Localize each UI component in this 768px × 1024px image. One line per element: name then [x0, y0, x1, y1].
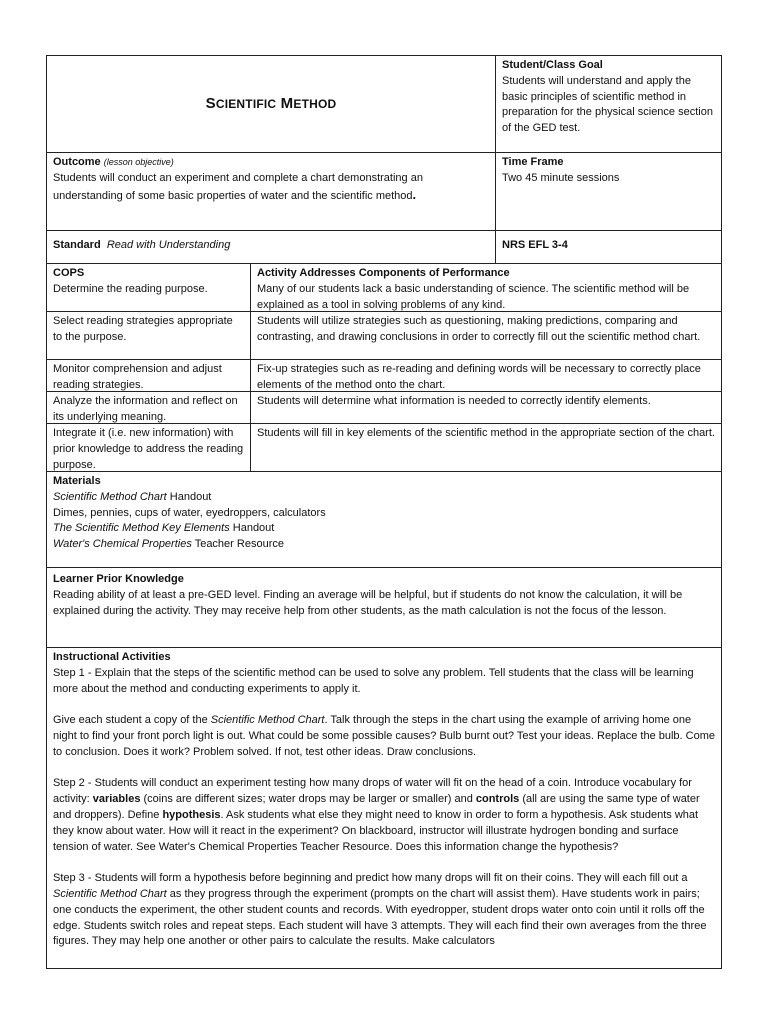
performance-item: Students will utilize strategies such as questioning, making predictions, comparing and contrasting, and drawing conclusions in order to correctly fill out the scientific method chart.: [257, 315, 701, 343]
outcome-label: Outcome: [53, 156, 101, 168]
header-row: [47, 56, 721, 153]
timeframe-text: Two 45 minute sessions: [502, 171, 620, 184]
nrs-cell: [496, 231, 721, 263]
outcome-text: Students will conduct an experiment and complete a chart demonstrating an understanding of some basic properties of water and the scientific method.: [53, 171, 423, 202]
page-title: SCIENTIFIC METHOD: [47, 56, 496, 152]
standard-label: Standard: [53, 239, 101, 251]
prior-knowledge-cell: [47, 568, 721, 647]
outcome-sublabel: (lesson objective): [103, 157, 174, 167]
instructional-label: Instructional Activities: [53, 651, 171, 663]
cops-right-cell: [251, 392, 721, 423]
cops-right-cell: [251, 264, 721, 311]
nrs-level: NRS EFL 3-4: [502, 239, 568, 251]
materials-item: The Scientific Method Key Elements Handout: [53, 522, 275, 535]
standard-cell: [47, 231, 496, 263]
cops-header: COPS: [53, 267, 85, 279]
cops-item: Analyze the information and reflect on its underlying meaning.: [53, 395, 238, 423]
outcome-row: [47, 153, 721, 231]
materials-item: Scientific Method Chart Handout: [53, 490, 212, 503]
cops-item: Select reading strategies appropriate to the purpose.: [53, 315, 233, 343]
cops-row-5: [47, 424, 721, 472]
cops-row-3: [47, 360, 721, 392]
cops-left-cell: [47, 264, 251, 311]
performance-item: Fix-up strategies such as re-reading and defining words will be necessary to correctly place elements of the method onto the chart.: [257, 363, 701, 391]
step-2-text: Step 2 - Students will conduct an experiment testing how many drops of water will fit on the head of a coin. Introduce vocabulary for activity: variables (coins are different sizes; water drops may be larger or smaller) and controls (all are using the same type of water and droppers). Define hypothesis. Ask students what else they might need to know in order to form a hypothesis. Ask students what they know about water. How will it react in the experiment? On blackboard, instructor will illustrate hydrogen bonding and surface tension of water. See Water's Chemical Properties Teacher Resource. Does this information change the hypothesis?: [53, 777, 700, 853]
goal-label: Student/Class Goal: [502, 59, 603, 71]
materials-item: Dimes, pennies, cups of water, eyedroppers, calculators: [53, 506, 326, 519]
prior-knowledge-label: Learner Prior Knowledge: [53, 573, 184, 585]
materials-label: Materials: [53, 475, 101, 487]
timeframe-cell: [496, 153, 721, 230]
cops-right-cell: [251, 360, 721, 391]
cops-right-cell: [251, 424, 721, 471]
performance-item: Many of our students lack a basic understanding of science. The scientific method will be explained as a tool in solving problems of any kind.: [257, 282, 690, 311]
standard-row: [47, 231, 721, 264]
cops-left-cell: [47, 360, 251, 391]
outcome-cell: [47, 153, 496, 230]
cops-item: Monitor comprehension and adjust reading strategies.: [53, 363, 222, 391]
cops-item: Determine the reading purpose.: [53, 282, 208, 295]
performance-header: Activity Addresses Components of Performance: [257, 267, 510, 279]
cops-left-cell: [47, 392, 251, 423]
performance-item: Students will determine what information is needed to correctly identify elements.: [257, 395, 651, 407]
prior-knowledge-row: [47, 568, 721, 648]
materials-item: Water's Chemical Properties Teacher Resource: [53, 538, 284, 551]
prior-knowledge-text: Reading ability of at least a pre-GED level. Finding an average will be helpful, but if students do not know the calculation, it will be explained during the activity. They may receive help from other students, as the math calculation is not the focus of the lesson.: [53, 588, 683, 617]
cops-row-4: [47, 392, 721, 424]
standard-value: Read with Understanding: [106, 239, 231, 251]
instructional-row: [47, 648, 721, 952]
cops-right-cell: [251, 312, 721, 359]
timeframe-label: Time Frame: [502, 156, 564, 168]
cops-row-1: [47, 264, 721, 312]
performance-item: Students will fill in key elements of the scientific method in the appropriate section of the chart.: [257, 427, 715, 439]
step-3-text: Step 3 - Students will form a hypothesis before beginning and predict how many drops will fit on their coins. They will each fill out a Scientific Method Chart as they progress through the experiment (prompts on the chart will assist them). Have students work in pairs; one conducts the experiment, the other student counts and records. With eyedropper, student drops water onto coin until it rolls off the edge. Students switch roles and repeat steps. Each student will have 3 attempts. They will each find their own averages from the three figures. They may help one another or other pairs to calculate the results. Make calculators: [53, 872, 707, 948]
chart-intro-text: Give each student a copy of the Scientific Method Chart. Talk through the steps in the chart using the example of arriving home one night to find your front porch light is out. What could be some possible causes? Bulb burnt out? Test your ideas. Replace the bulb. Come to conclusion. Does it work? Problem solved. If not, test other ideas. Draw conclusions.: [53, 714, 716, 758]
cops-item: Integrate it (i.e. new information) with prior knowledge to address the reading purpose.: [53, 427, 244, 471]
goal-text: Students will understand and apply the basic principles of scientific method in preparation for the physical science section of the GED test.: [502, 74, 713, 135]
cops-row-2: [47, 312, 721, 360]
lesson-plan-table: [46, 55, 722, 969]
cops-left-cell: [47, 424, 251, 471]
instructional-cell: [47, 648, 721, 952]
step-1-text: Step 1 - Explain that the steps of the scientific method can be used to solve any problem. Tell students that the class will be learning more about the method and conducting experiments to apply it.: [53, 666, 694, 695]
goal-cell: [496, 56, 721, 152]
materials-cell: [47, 472, 721, 567]
cops-left-cell: [47, 312, 251, 359]
materials-row: [47, 472, 721, 568]
